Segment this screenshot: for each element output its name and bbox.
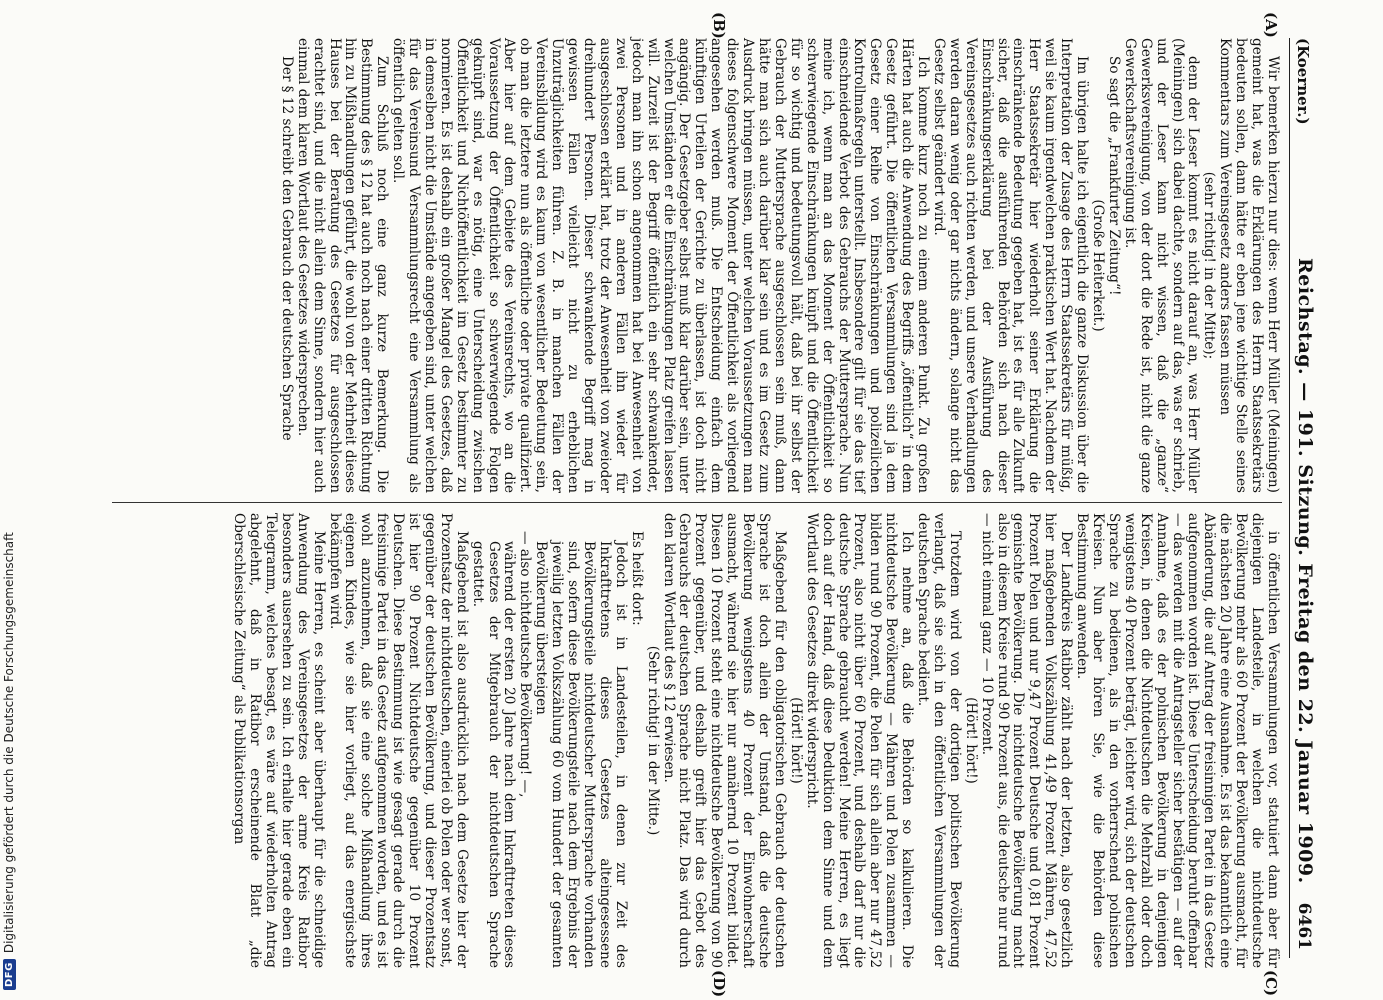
margin-marker-d: (D)	[710, 970, 728, 998]
interjection: (sehr richtig! in der Mitte);	[1201, 171, 1218, 360]
interjection: (Hört! hört!)	[962, 697, 979, 784]
dfg-logo: DFG	[3, 959, 16, 990]
paragraph: Zum Schluß noch eine ganz kurze Bemerkung. Die Bestimmung des § 12 hat auch noch nach einer dritten Richtung hin zu Mißhandlungen geführt, die wohl von der Mehrheit dieses Hauses bei der Beratung des Gesetzes für ausgeschlossen erachtet sind, und die nicht allein dem Sinne, sondern hier auch einmal dem klaren Wortlaut des Gesetzes widersprechen.	[294, 38, 391, 493]
quoted-law-text: während der ersten 20 Jahre nach dem Inkrafttreten dieses Gesetzes der Mitgebrauch der nichtdeutschen Sprache gestattet.	[469, 541, 518, 968]
paragraph: Maßgebend ist also ausdrücklich nach dem Gesetze hier der Prozentsatz der nichtdeutschen, einerlei ob Polen oder wer sonst, gegenüber der deutschen Bevölkerung, und dieser Prozentsatz ist hier 90 Prozent Nichtdeutsche gegenüber 10 Prozent Deutschen. Diese Bestimmung ist wie gesagt gerade durch die freisinnige Partei in das Gesetz aufgenommen worden, und es ist wohl anzunehmen, daß sie eine solche Mißhandlung ihres eigenen Kindes, wie sie hier vorliegt, auf das energischste bekämpfen wird.	[326, 513, 470, 968]
paragraph: Trotzdem wird von der dortigen politischen Bevölkerung verlangt, daß sie sich in den öffentlichen Versammlungen der deutschen Sprache bedient.	[915, 513, 963, 968]
paragraph: Meine Herren, es scheint aber überhaupt für die schneidige Anwendung des Vereinsgesetzes der arme Kreis Ratibor besonders ausersehen zu sein. Ich erhalte hier gerade eben ein Telegramm, welches besagt, es wäre auf wiederholten Antrag abgelehnt, daß in Ratibor erscheinende Blatt „die Oberschlesische Zeitung“ als Publikationsorgan	[231, 513, 327, 968]
paragraph: in öffentlichen Versammlungen vor, statuiert dann aber für diejenigen Landesteile, in welchen die nichtdeutsche Bevölkerung mehr als 60 Prozent der Bevölkerung ausmacht, für die nächsten 20 Jahre eine Ausnahme. Es ist das bekanntlich eine Abänderung, die auf Antrag der freisinnigen Partei in das Gesetz aufgenommen worden ist. Diese Unterscheidung beruht offenbar — das werden mit die Antragsteller sicher bestätigen — auf der Annahme, daß es der polnischen Bevölkerung in denjenigen Kreisen, in denen die Nichtdeutschen die Mehrzahl oder doch wenigstens 40 Prozent beträgt, leichter wird, sich der deutschen Sprache zu bedienen, als in den vorherrschend polnischen Kreisen. Nun aber hören Sie, wie die Behörden diese Bestimmung anwenden.	[1074, 513, 1281, 968]
credit-text: Digitalisierung gefördert durch die Deutsche Forschungsgemeinschaft	[2, 532, 16, 954]
margin-marker-a: (A)	[1262, 12, 1280, 38]
interjection: (Sehr richtig! in der Mitte.)	[644, 645, 661, 836]
paragraph: So sagt die „Frankfurter Zeitung“!	[1105, 56, 1122, 296]
digitization-credit	[2, 532, 16, 990]
page-title: Reichstag. — 191. Sitzung. Freitag den 22. Januar 1909.	[1294, 258, 1316, 884]
paragraph: Maßgebend für den obligatorischen Gebrauch der deutschen Sprache ist doch allein der Umstand, daß die deutsche Bevölkerung wenigstens 40 Prozent der Einwohnerschaft ausmacht, während sie hier nur annähernd 10 Prozent bildet. Diesen 10 Prozent steht eine nichtdeutsche Bevölkerung von 90 Prozent gegenüber, und deshalb greift hier das Gebot des Gebrauchs der deutschen Sprache nicht Platz. Das wird durch den klaren Wortlaut des § 12 erwiesen.	[660, 513, 788, 968]
paragraph: Der Landkreis Ratibor zählt nach der letzten, also gesetzlich hier maßgebenden Volkszählung 41,49 Prozent Mähren, 47,52 Prozent Polen und nur 9,47 Prozent Deutsche und 0,81 Prozent gemischte Bevölkerung. Die nichtdeutsche Bevölkerung macht also in diesem Kreise rund 90 Prozent aus, die deutsche nur rund — nicht einmal ganz — 10 Prozent.	[978, 513, 1075, 968]
paragraph: Wir bemerken hierzu nur dies: wenn Herr Müller (Meiningen) gemeint hat, was die Erklärungen des Herrn Staatssekretärs bedeuten sollen, dann hätte er eben jene wichtige Stelle seines Kommentars zum Vereinsgesetz anders fassen müssen	[1217, 38, 1281, 493]
paragraph: Im übrigen halte ich eigentlich die ganze Diskussion über die Interpretation der Zusage des Herrn Staatssekretärs für müßig, weil sie kaum irgendwelchen praktischen Wert hat. Nachdem der Herr Staatssekretär hier wiederholt seiner Erklärung die einschränkende Bedeutung gegeben hat, ist es für alle Zukunft sicher, daß die ausführenden Behörden sich nach dieser Einschränkungserklärung bei der Ausführung des Vereinsgesetzes auch richten werden, und unsere Verhandlungen werden daran wenig oder gar nichts ändern, solange nicht das Gesetz selbst geändert wird.	[930, 38, 1091, 493]
paragraph: — also nichtdeutsche Bevölkerung! —,	[517, 531, 534, 798]
margin-marker-b: (B)	[710, 12, 728, 39]
speaker-reference: (Koerner.)	[1294, 38, 1312, 125]
rotated-page-content	[78, 12, 1318, 998]
paragraph: Ich komme kurz noch zu einem anderen Punkt. Zu großen Härten hat auch die Anwendung des Begriffs „öffentlich“ in dem Gesetz geführt. Die öffentlichen Versammlungen sind ja dem Gesetz einer Reihe von Einschränkungen und polizeilichen Kontrollmaßregeln unterstellt. Insbesondere gilt für sie das tief einschneidende Verbot des Gebrauchs der Muttersprache. Nun meine ich, wenn man an das Moment der Öffentlichkeit so schwerwiegende Einschränkungen knüpft und die Öffentlichkeit für so wichtig und bedeutungsvoll hält, daß bei ihr selbst der Gebrauch der Muttersprache ausgeschlossen sein muß, dann hätte man sich auch darüber klar sein und es im Gesetz zum Ausdruck bringen müssen, unter welchen Voraussetzungen man dieses folgenschwere Moment der Öffentlichkeit als vorliegend angesehen werden muß. Die Entscheidung einfach dem künftigen Urteilen der Gerichte zu überlassen, ist doch nicht angängig. Der Gesetzgeber selbst muß klar darüber sein, unter welchen Umständen er die Einschränkungen Platz greifen lassen will. Zurzeit ist der Begriff öffentlich ein sehr schwankender, jedoch man ihn schon angenommen hat bei Anwesenheit von zwei Personen und in anderen Fällen ihn wieder für ausgeschlossen erklärt hat, trotz der Anwesenheit von zweioder dreihundert Personen. Dieser schwankende Begriff mag in gewissen Fällen vielleicht nicht zu erheblichen Unzuträglichkeiten führen. Z. B. in manchen Fällen der Vereinsbildung wird es kaum von wesentlicher Bedeutung sein, ob man die letztere nun als öffentliche oder private qualifiziert. Aber hier auf dem Gebiete des Vereinsrechts, wo an die Voraussetzung der Öffentlichkeit so schwerwiegende Folgen geknüpft sind, war es nötig, eine Unterscheidung zwischen Öffentlichkeit und Nichtöffentlichkeit im Gesetz bestimmter zu normieren. Es ist deshalb ein großer Mangel des Gesetzes, daß in demselben nicht die Umstände angegeben sind, unter welchen für das Vereinsund Versammlungsrecht eine Versammlung als öffentlich gelten soll.	[390, 38, 932, 493]
interjection: (Hört! hört!)	[787, 697, 804, 784]
quoted-law-text: Jedoch ist in Landesteilen, in denen zur Zeit des Inkrafttretens dieses Gesetzes alteingesessene Bevölkerungsteile nichtdeutscher Muttersprache vorhanden sind, sofern diese Bevölkerungsteile nach dem Ergebnis der jeweilig letzten Volkszählung 60 vom Hundert der gesamten Bevölkerung übersteigen	[533, 541, 629, 968]
paragraph: Der § 12 schreibt den Gebrauch der deutschen Sprache	[278, 56, 295, 441]
page-header	[1289, 38, 1318, 958]
page-number: 6461	[1294, 902, 1314, 950]
right-text-column	[230, 513, 1280, 968]
paragraph: Ich nehme an, daß die Behörden so kalkulieren. Die nichtdeutsche Bevölkerung — Mähren und Polen zusammen — bilden rund 90 Prozent, die Polen für sich allein aber nur 47,52 Prozent, also nicht über 60 Prozent, und deshalb darf nur die deutsche Sprache gebraucht werden! Meine Herren, es liegt doch auf der Hand, daß diese Deduktion dem Sinne und dem Wortlaut des Gesetzes direkt widerspricht.	[803, 513, 916, 968]
paragraph: denn der Leser kommt es nicht darauf an, was Herr Müller (Meiningen) sich dabei dachte, sondern auf das, was er schrieb, und der Leser kann nicht wissen, daß die „ganze“ Gewerksvereinigung, von der dort die Rede ist, nicht die ganze Gewerkschaftsvereinigung ist.	[1121, 38, 1202, 493]
column-divider	[112, 502, 1282, 503]
paragraph: Es heißt dort:	[628, 531, 645, 626]
margin-marker-c: (C)	[1262, 970, 1280, 997]
interjection: (Große Heiterkeit.)	[1090, 199, 1107, 332]
left-text-column	[278, 38, 1280, 493]
